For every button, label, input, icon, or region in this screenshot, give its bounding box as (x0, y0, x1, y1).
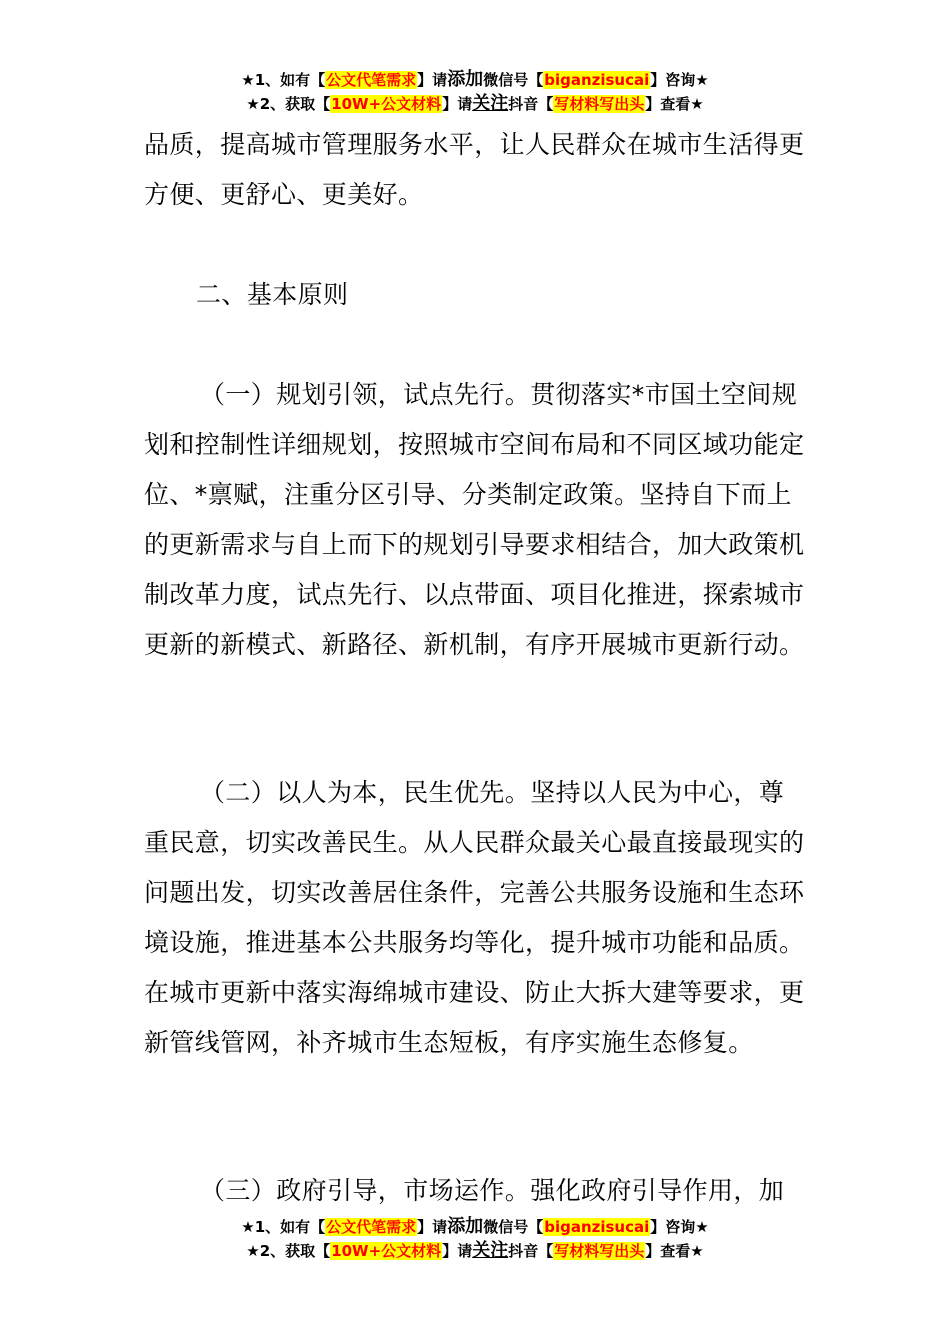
banner-text: 】咨询★ (650, 71, 709, 89)
banner-highlight: biganzisucai (544, 1218, 650, 1236)
banner-text: 】请 (417, 71, 448, 89)
banner-text: ★2、获取【 (246, 95, 331, 113)
top-banner (0, 68, 950, 116)
banner-text: 】请 (442, 95, 473, 113)
banner-text: 抖音【 (508, 95, 554, 113)
bottom-banner (0, 1215, 950, 1263)
banner-text: ★1、如有【 (241, 71, 326, 89)
banner-text: ★1、如有【 (241, 1218, 326, 1236)
paragraph (144, 370, 808, 670)
banner-highlight: 公文代笔需求 (326, 71, 417, 89)
banner-highlight: 写材料写出头 (554, 1242, 645, 1260)
banner-emphasis: 添加 (447, 1216, 484, 1237)
banner-highlight: 10W+公文材料 (331, 1242, 442, 1260)
paragraph-text: （三）政府引导，市场运作。强化政府引导作用，加 (200, 1176, 785, 1205)
banner-text: 微信号【 (483, 71, 544, 89)
paragraph (144, 768, 808, 1068)
banner-text: 】咨询★ (650, 1218, 709, 1236)
banner-highlight: 写材料写出头 (554, 95, 645, 113)
banner-highlight: 公文代笔需求 (326, 1218, 417, 1236)
paragraph-text: （一）规划引领，试点先行。贯彻落实*市国土空间规划和控制性详细规划，按照城市空间布局和不同区域功能定位、*禀赋，注重分区引导、分类制定政策。坚持自下而上的更新需求与自上而下的规划引导要求相结合，加大政策机制改革力度，试点先行、以点带面、项目化推进，探索城市更新的新模式、新路径、新机制，有序开展城市更新行动。 (144, 380, 805, 659)
banner-line-1 (0, 68, 950, 92)
paragraph (144, 1166, 808, 1216)
banner-emphasis: 关注 (472, 93, 509, 114)
banner-text: ★2、获取【 (246, 1242, 331, 1260)
banner-text: 微信号【 (483, 1218, 544, 1236)
paragraph-text: （二）以人为本，民生优先。坚持以人民为中心，尊重民意，切实改善民生。从人民群众最关心最直接最现实的问题出发，切实改善居住条件，完善公共服务设施和生态环境设施，推进基本公共服务均等化，提升城市功能和品质。在城市更新中落实海绵城市建设、防止大拆大建等要求，更新管线管网，补齐城市生态短板，有序实施生态修复。 (144, 778, 805, 1057)
banner-highlight: 10W+公文材料 (331, 95, 442, 113)
banner-text: 】查看★ (645, 1242, 704, 1260)
banner-text: 】请 (417, 1218, 448, 1236)
banner-emphasis: 关注 (472, 1240, 509, 1261)
heading-text: 二、基本原则 (196, 280, 349, 309)
banner-text: 】请 (442, 1242, 473, 1260)
banner-text: 】查看★ (645, 95, 704, 113)
banner-line-2 (0, 1239, 950, 1263)
banner-highlight: biganzisucai (544, 71, 650, 89)
paragraph-text: 品质，提高城市管理服务水平，让人民群众在城市生活得更方便、更舒心、更美好。 (144, 130, 805, 209)
banner-line-1 (0, 1215, 950, 1239)
paragraph (144, 120, 808, 220)
banner-line-2 (0, 92, 950, 116)
banner-emphasis: 添加 (447, 69, 484, 90)
section-heading (196, 270, 860, 320)
banner-text: 抖音【 (508, 1242, 554, 1260)
